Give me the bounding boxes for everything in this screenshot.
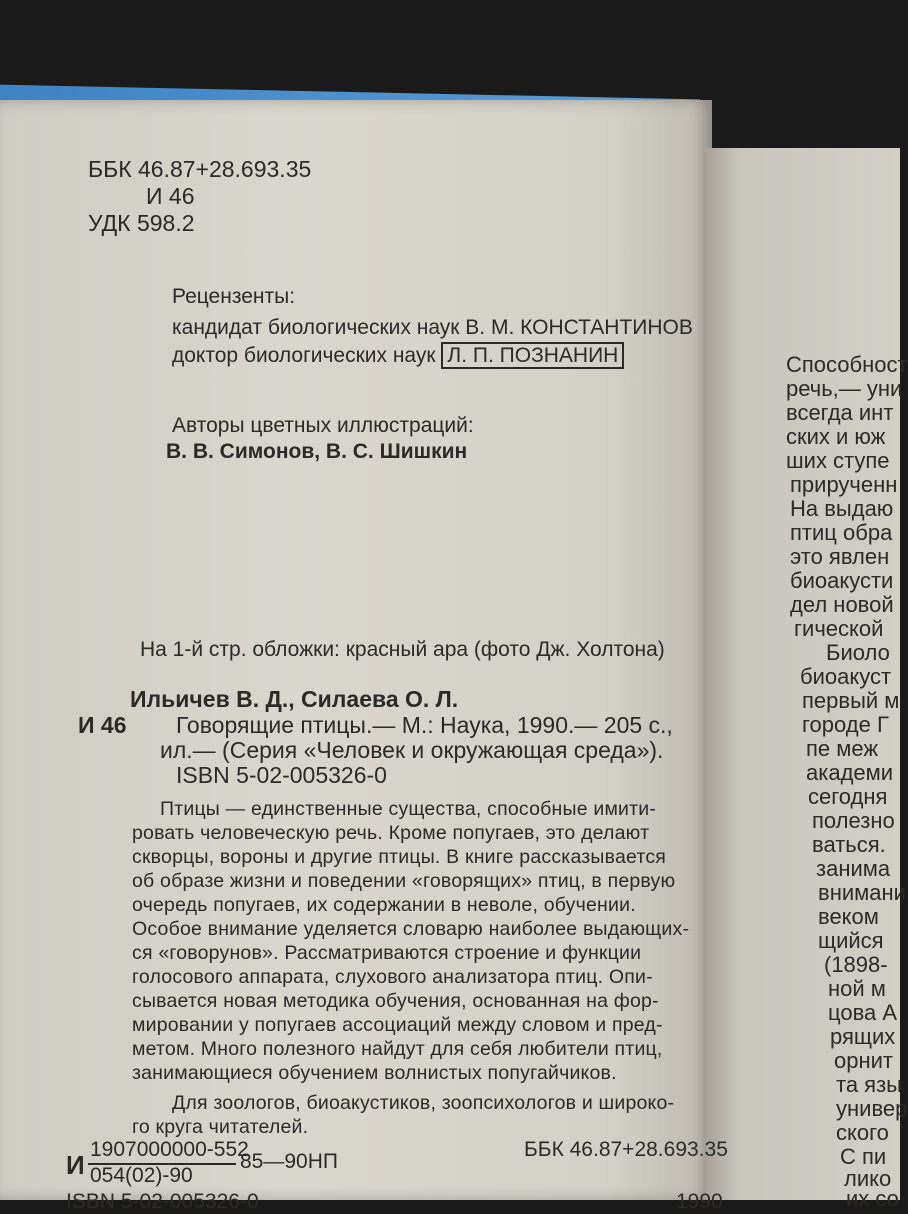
right-page-line: ной м xyxy=(828,976,886,1001)
index-letter: И xyxy=(66,1150,85,1180)
right-page-line: ваться. xyxy=(812,832,886,857)
author-mark: И 46 xyxy=(146,183,195,209)
right-page-line: речь,— уни xyxy=(786,376,903,401)
right-page-line: биоакуст xyxy=(800,664,892,689)
abstract-line: ся «говорунов». Рассматриваются строение и функции xyxy=(132,942,642,964)
right-page-line: дел новой xyxy=(790,592,894,617)
record-title: Говорящие птицы.— М.: Наука, 1990.— 205 с., xyxy=(176,712,673,738)
right-page-line: прирученн xyxy=(790,472,898,497)
index-numerator: 1907000000-552 xyxy=(90,1138,249,1161)
right-page-line: птиц обра xyxy=(790,520,893,545)
right-page-line: Способност xyxy=(786,352,908,377)
right-page-line: это явлен xyxy=(790,544,890,569)
right-page-line: ского xyxy=(836,1120,889,1145)
bottom-isbn: ISBN 5-02-005326-0 xyxy=(66,1190,259,1213)
right-page-line: С пи xyxy=(840,1144,887,1169)
abstract-line: ровать человеческую речь. Кроме попугаев, это делают xyxy=(132,822,650,844)
right-page-line: городе Г xyxy=(802,712,889,737)
illustrators-names: В. В. Симонов, В. С. Шишкин xyxy=(166,440,468,463)
abstract-line: об образе жизни и поведении «говорящих» птиц, в первую xyxy=(132,870,676,892)
right-page-line: Биоло xyxy=(826,640,890,665)
right-page-line: ших ступе xyxy=(786,448,890,473)
reviewer-2 xyxy=(172,344,624,368)
abstract-line: Особое внимание уделяется словарю наиболее выдающих- xyxy=(132,918,690,940)
right-page-line: лико xyxy=(844,1166,892,1191)
right-page-line: гической xyxy=(794,616,884,641)
audience-line: Для зоологов, биоакустиков, зоопсихологов и широко- xyxy=(172,1092,675,1114)
abstract-line: очередь попугаев, их содержании в неволе, обучении. xyxy=(132,894,636,916)
record-series: ил.— (Серия «Человек и окружающая среда»). xyxy=(160,737,664,763)
right-page-line: их со xyxy=(846,1186,899,1211)
abstract-line: сывается новая методика обучения, основанная на фор- xyxy=(132,990,659,1012)
cover-note: На 1-й стр. обложки: красный ара (фото Дж. Холтона) xyxy=(140,638,665,661)
udk-code: УДК 598.2 xyxy=(88,210,195,236)
abstract-line: мировании у попугаев ассоциаций между словом и пред- xyxy=(132,1014,663,1036)
index-bbk: ББК 46.87+28.693.35 xyxy=(524,1138,728,1161)
bbk-code: ББК 46.87+28.693.35 xyxy=(88,156,312,182)
right-page-line: пе меж xyxy=(806,736,879,761)
record-authors: Ильичев В. Д., Силаева О. Л. xyxy=(130,686,459,712)
right-page-line: универ xyxy=(836,1096,908,1121)
right-page-line: (1898- xyxy=(824,952,888,977)
abstract-line: голосового аппарата, слухового анализатора птиц. Опи- xyxy=(132,966,653,988)
right-page-line: занима xyxy=(816,856,891,881)
bottom-year: 1990 xyxy=(676,1190,723,1213)
right-page-line: та язы xyxy=(836,1072,902,1097)
right-page-line: щийся xyxy=(818,928,884,953)
abstract-line: Птицы — единственные существа, способные имити- xyxy=(160,798,657,820)
right-page-line: академи xyxy=(806,760,894,785)
reviewer-2-title: доктор биологических наук xyxy=(172,344,436,367)
right-page-line: веком xyxy=(818,904,879,929)
illustrators-heading: Авторы цветных иллюстраций: xyxy=(172,414,474,437)
right-page-line: всегда инт xyxy=(786,400,894,425)
reviewer-1: кандидат биологических наук В. М. КОНСТАНТИНОВ xyxy=(172,316,693,339)
right-page-line: первый м xyxy=(802,688,900,713)
right-page-line: цова А xyxy=(828,1000,898,1025)
right-page-line: рящих xyxy=(830,1024,896,1049)
right-page-line: орнит xyxy=(834,1048,893,1073)
right-page-line: сегодня xyxy=(808,784,888,809)
audience-line: го круга читателей. xyxy=(132,1116,309,1138)
reviewer-2-name-boxed: Л. П. ПОЗНАНИН xyxy=(441,342,624,369)
record-code: И 46 xyxy=(78,712,127,738)
right-page-line: внимани xyxy=(818,880,906,905)
right-page-line: На выдаю xyxy=(790,496,894,521)
abstract-line: скворцы, вороны и другие птицы. В книге рассказывается xyxy=(132,846,667,868)
right-page-line: полезно xyxy=(812,808,895,833)
record-isbn: ISBN 5-02-005326-0 xyxy=(176,762,387,788)
abstract-line: метом. Много полезного найдут для себя любители птиц, xyxy=(132,1038,663,1060)
reviewers-heading: Рецензенты: xyxy=(172,285,296,308)
right-page-line: ских и юж xyxy=(786,424,886,449)
index-range: 85—90НП xyxy=(240,1150,338,1173)
abstract-line: занимающиеся обучением волнистых попугайчиков. xyxy=(132,1062,617,1084)
index-denominator: 054(02)-90 xyxy=(90,1164,193,1187)
right-page-line: биоакусти xyxy=(790,568,894,593)
